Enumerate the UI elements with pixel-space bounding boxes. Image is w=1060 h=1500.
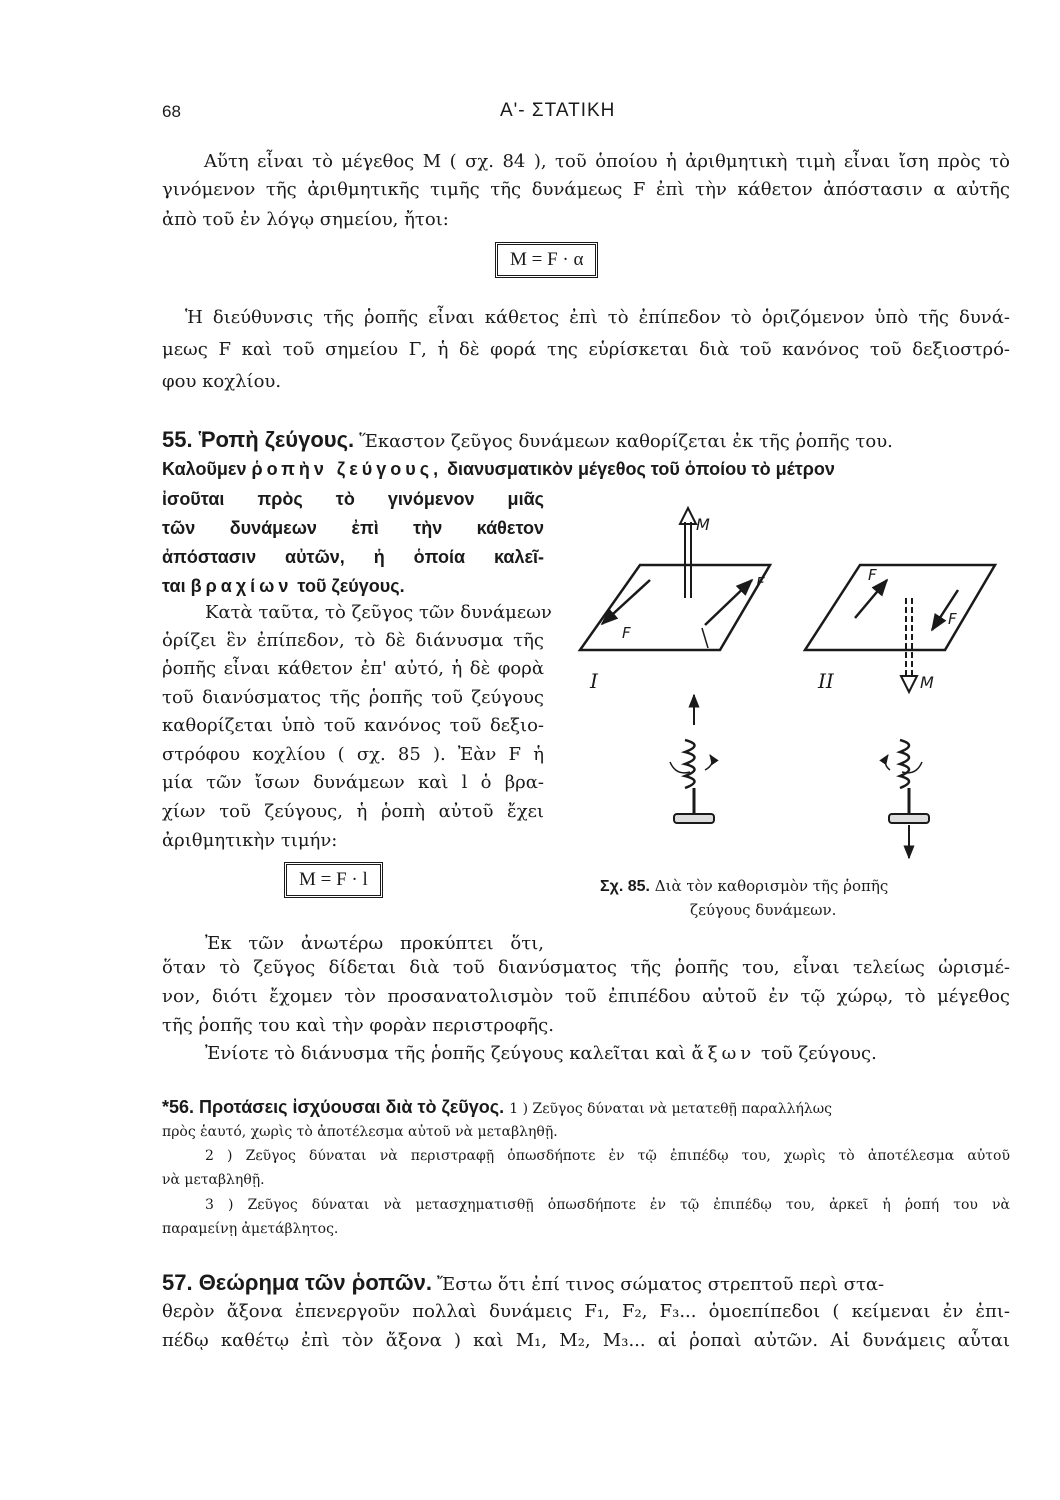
page-number: 68 (162, 102, 181, 121)
section-57-line-3: πέδῳ καθέτῳ ἐπὶ τὸν ἄξονα ) καὶ Μ₁, Μ₂, Μ₃... αἱ ῥοπαὶ αὐτῶν. Αἱ δυνάμεις αὗται (162, 1330, 1010, 1351)
figure-85-caption-line-1 (600, 876, 888, 897)
section-56-first-line (162, 1097, 1010, 1121)
direction-line-1: Ἡ διεύθυνσις τῆς ῥοπῆς εἶναι κάθετος ἐπὶ τὸ ἐπίπεδον τὸ ὁριζόμενον ὑπὸ τῆς δυνά- (185, 307, 1010, 328)
section-55-first-line (162, 427, 1010, 455)
label-M-II: M (920, 673, 934, 692)
para-line-2: ὁρίζει ἓν ἐπίπεδον, τὸ δὲ διάνυσμα τῆς (162, 630, 544, 651)
section-56-heading: *56. Προτάσεις ἰσχύουσαι διὰ τὸ ζεῦγος. (162, 1097, 505, 1117)
definition-line-2: ἰσοῦται πρὸς τὸ γινόμενον μιᾶς (162, 489, 544, 509)
label-F-I-up: F (756, 574, 765, 592)
section-55-intro: Ἕκαστον ζεῦγος δυνάμεων καθορίζεται ἐκ τῆς ῥοπῆς του. (359, 431, 893, 452)
axis-term: ἄξων (691, 1043, 756, 1064)
definition-term: ῥοπὴν ζεύγους, (251, 459, 443, 479)
intro-line-3: ἀπὸ τοῦ ἐν λόγῳ σημείου, ἤτοι: (162, 209, 449, 230)
plane-I-mark (702, 628, 708, 648)
section-56-item-3-cont: παραμείνῃ ἀμετάβλητος. (162, 1221, 339, 1237)
after-line-3: νον, διότι ἔχομεν τὸν προσανατολισμὸν τοῦ ἐπιπέδου αὐτοῦ ἐν τῷ χώρῳ, τὸ μέγεθος (162, 986, 1010, 1007)
para-line-9: ἀριθμητικὴν τιμήν: (162, 830, 338, 851)
para-line-6: στρόφου κοχλίου ( σχ. 85 ). Ἐὰν F ἡ (162, 744, 544, 765)
section-55-heading: 55. Ῥοπὴ ζεύγους. (162, 427, 355, 452)
figure-85 (560, 500, 1020, 870)
after-line-4: τῆς ῥοπῆς του καὶ τὴν φορὰν περιστροφῆς. (162, 1015, 554, 1036)
para-line-7: μία τῶν ἴσων δυνάμεων καὶ l ὁ βρα- (162, 772, 544, 793)
para-line-4: τοῦ διανύσματος τῆς ῥοπῆς τοῦ ζεύγους (162, 687, 544, 708)
direction-line-2: μεως F καὶ τοῦ σημείου Γ, ἡ δὲ φορά της εὑρίσκεται διὰ τοῦ κανόνος τοῦ δεξιοστρό- (162, 339, 1010, 360)
axis-line (205, 1044, 877, 1064)
formula-moment-force: Μ = F · α (495, 242, 598, 278)
para-line-1: Κατὰ ταῦτα, τὸ ζεῦγος τῶν δυνάμεων (205, 602, 552, 623)
axis-suffix: τοῦ ζεύγους. (760, 1043, 877, 1064)
section-57-first-line (162, 1270, 1010, 1298)
definition-suffix: διανυσματικὸν μέγεθος τοῦ ὁποίου τὸ μέτρον (447, 459, 835, 479)
label-II: II (818, 669, 834, 693)
intro-line-1: Αὕτη εἶναι τὸ μέγεθος Μ ( σχ. 84 ), τοῦ ὁποίου ἡ ἀριθμητικὴ τιμὴ εἶναι ἴση πρὸς τὸ (204, 151, 1010, 172)
figure-85-caption-line-2: ζεύγους δυνάμεων. (690, 901, 837, 919)
plane-I (580, 565, 770, 650)
label-I: I (590, 669, 598, 693)
label-F-II-up: F (868, 566, 877, 584)
definition-last-suffix: τοῦ ζεύγους. (297, 576, 405, 596)
figure-85-caption-text: Διὰ τὸν καθορισμὸν τῆς ῥοπῆς (654, 877, 889, 895)
section-55-definition-line (162, 456, 835, 482)
screw-II (885, 740, 929, 858)
force-F-up-I (705, 580, 752, 625)
section-57-heading: 57. Θεώρημα τῶν ῥοπῶν. (162, 1270, 432, 1295)
axis-prefix: Ἐνίοτε τὸ διάνυσμα τῆς ῥοπῆς ζεύγους καλεῖται καὶ (205, 1043, 686, 1064)
after-line-1: Ἐκ τῶν ἀνωτέρω προκύπτει ὅτι, (205, 933, 544, 954)
label-F-II-down: F (948, 610, 957, 628)
section-56-item-2: 2 ) Ζεῦγος δύναται νὰ περιστραφῇ ὁπωσδήποτε ἐν τῷ ἐπιπέδῳ του, χωρὶς τὸ ἀποτέλεσμα αὐτοῦ (205, 1148, 1010, 1164)
definition-last-term: βραχίων (190, 576, 293, 596)
para-line-3: ῥοπῆς εἶναι κάθετον ἐπ' αὐτό, ἡ δὲ φορὰ (162, 658, 544, 679)
para-line-8: χίων τοῦ ζεύγους, ἡ ῥοπὴ αὐτοῦ ἔχει (162, 801, 544, 822)
moment-vector-II (901, 598, 917, 692)
intro-line-2: γινόμενον τῆς ἀριθμητικῆς τιμῆς τῆς δυνάμεως F ἐπὶ τὴν κάθετον ἀπόστασιν α αὐτῆς (162, 179, 1010, 200)
section-57-line-1: Ἔστω ὅτι ἐπί τινος σώματος στρεπτοῦ περὶ στα- (437, 1274, 885, 1295)
section-57-line-2: θερὸν ἄξονα ἐπενεργοῦν πολλαὶ δυνάμεις F₁, F₂, F₃... ὁμοεπίπεδοι ( κείμεναι ἐν ἐπι- (162, 1301, 1010, 1322)
section-56-item-2-cont: νὰ μεταβληθῇ. (162, 1172, 265, 1188)
moment-vector-I (680, 508, 696, 598)
definition-prefix: Καλοῦμεν (162, 459, 247, 479)
definition-line-4: ἀπόστασιν αὐτῶν, ἡ ὁποία καλεῖ- (162, 547, 544, 567)
section-56-item-3: 3 ) Ζεῦγος δύναται νὰ μετασχηματισθῇ ὁπωσδήποτε ἐν τῷ ἐπιπέδῳ του, ἀρκεῖ ἡ ῥοπή του νὰ (205, 1197, 1010, 1213)
para-line-5: καθορίζεται ὑπὸ τοῦ κανόνος τοῦ δεξιο- (162, 715, 544, 736)
section-56-item-1: 1 ) Ζεῦγος δύναται νὰ μετατεθῇ παραλλήλως (509, 1101, 832, 1117)
screw-I (670, 695, 714, 823)
label-M-I: M (696, 515, 710, 534)
section-56-item-1-cont: πρὸς ἑαυτό, χωρὶς τὸ ἀποτέλεσμα αὐτοῦ νὰ μεταβληθῇ. (162, 1124, 558, 1140)
running-title: Α'- ΣΤΑΤΙΚΗ (500, 100, 616, 121)
definition-last-prefix: ται (162, 576, 186, 596)
definition-line-5 (162, 573, 405, 599)
after-line-2: ὅταν τὸ ζεῦγος δίδεται διὰ τοῦ διανύσματος τῆς ῥοπῆς του, εἶναι τελείως ὡρισμέ- (162, 957, 1010, 978)
force-F-up-II (855, 580, 887, 618)
direction-line-3: φου κοχλίου. (162, 371, 282, 392)
plane-II (805, 565, 995, 650)
definition-line-3: τῶν δυνάμεων ἐπὶ τὴν κάθετον (162, 518, 544, 538)
formula-couple-moment: Μ = F · l (284, 862, 383, 898)
figure-85-label: Σχ. 85. (600, 878, 650, 895)
label-F-I-down: F (622, 624, 631, 642)
